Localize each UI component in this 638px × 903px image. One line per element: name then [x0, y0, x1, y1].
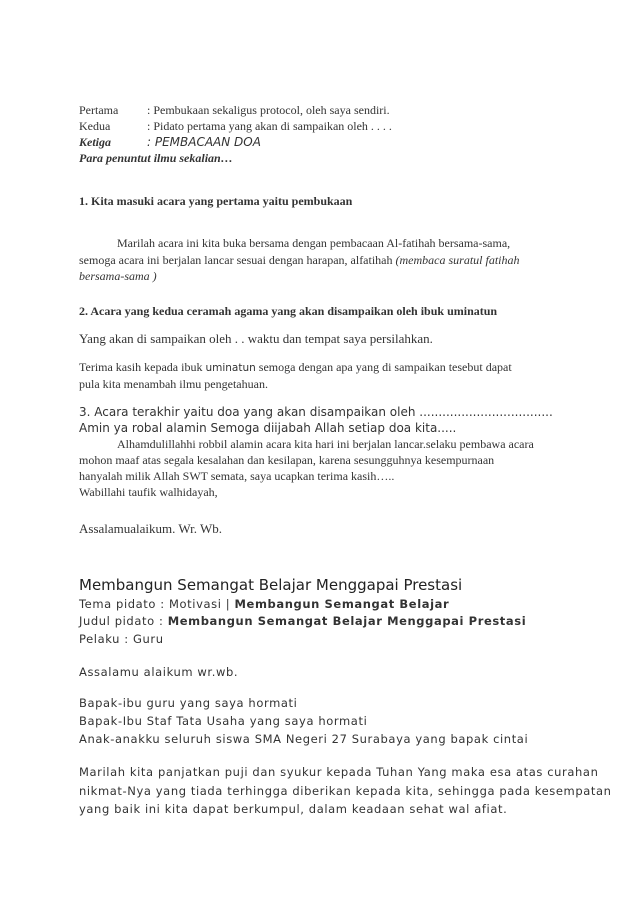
speech-theme — [79, 597, 449, 611]
section1-heading: 1. Kita masuki acara yang pertama yaitu pembukaan — [79, 194, 353, 208]
section1-para-line1: Marilah acara ini kita buka bersama dengan pembacaan Al-fatihah bersama-sama, — [117, 236, 511, 250]
speech-address-1: Bapak-ibu guru yang saya hormati — [79, 696, 298, 710]
speech-judul — [79, 614, 526, 628]
speech-body-1: Marilah kita panjatkan puji dan syukur kepada Tuhan Yang maka esa atas curahan — [79, 765, 599, 779]
section2-para-line1: Yang akan di sampaikan oleh . . waktu dan tempat saya persilahkan. — [79, 331, 433, 346]
program-desc: : PEMBACAAN DOA — [147, 135, 261, 149]
section2-text-name: uminatun — [205, 362, 256, 374]
program-item-2 — [79, 119, 392, 134]
section3-line4: hanyalah milik Allah SWT semata, saya ucapkan terima kasih….. — [79, 469, 395, 483]
section2-para-line2 — [79, 360, 512, 375]
section2-text-c: semoga dengan apa yang di sampaikan tesebut dapat — [255, 360, 512, 374]
section3-line2: Alhamdulillahhi robbil alamin acara kita hari ini berjalan lancar.selaku pembawa acara — [117, 437, 534, 451]
section1-para-line3: bersama-sama ) — [79, 269, 157, 283]
program-label: Ketiga — [79, 135, 111, 149]
program-item-3 — [79, 135, 261, 150]
program-desc: : Pembukaan sekaligus protocol, oleh saya sendiri. — [147, 103, 390, 117]
speech-greeting: Assalamu alaikum wr.wb. — [79, 665, 239, 679]
program-desc: : Pidato pertama yang akan di sampaikan oleh . . . . — [147, 119, 392, 133]
theme-label: Tema pidato : Motivasi | — [79, 597, 235, 611]
section2-heading: 2. Acara yang kedua ceramah agama yang akan disampaikan oleh ibuk uminatun — [79, 304, 498, 318]
speech-body-2: nikmat-Nya yang tiada terhingga diberikan kepada kita, sehingga pada kesempatan — [79, 784, 612, 798]
judul-label: Judul pidato : — [79, 614, 168, 628]
section3-line5: Wabillahi taufik walhidayah, — [79, 485, 218, 499]
audience-line: Para penuntut ilmu sekalian… — [79, 151, 233, 165]
theme-value: Membangun Semangat Belajar — [234, 597, 450, 611]
speech-body-3: yang baik ini kita dapat berkumpul, dalam keadaan sehat wal afiat. — [79, 802, 508, 816]
section2-text-a: Terima kasih kepada ibuk — [79, 360, 206, 374]
section1-para-line2 — [79, 253, 520, 268]
program-item-1 — [79, 103, 390, 118]
program-label: Pertama — [79, 103, 119, 117]
speech-pelaku: Pelaku : Guru — [79, 632, 164, 646]
speech-address-2: Bapak-Ibu Staf Tata Usaha yang saya hormati — [79, 714, 368, 728]
section2-para-line3: pula kita menambah ilmu pengetahuan. — [79, 377, 268, 391]
section3-heading: 3. Acara terakhir yaitu doa yang akan disampaikan oleh ................................... — [79, 405, 553, 419]
speech-title: Membangun Semangat Belajar Menggapai Prestasi — [79, 576, 463, 594]
section1-para-italic: (membaca suratul fatihah — [395, 253, 520, 267]
program-label: Kedua — [79, 119, 111, 133]
speech-address-3: Anak-anakku seluruh siswa SMA Negeri 27 Surabaya yang bapak cintai — [79, 732, 529, 746]
section3-line3: mohon maaf atas segala kesalahan dan kesilapan, karena sesungguhnya kesempurnaan — [79, 453, 495, 467]
section1-para-text: semoga acara ini berjalan lancar sesuai dengan harapan, alfatihah — [79, 253, 396, 267]
judul-value: Membangun Semangat Belajar Menggapai Prestasi — [167, 614, 527, 628]
section3-line1: Amin ya robal alamin Semoga diijabah Allah setiap doa kita..... — [79, 421, 457, 435]
closing-greeting: Assalamualaikum. Wr. Wb. — [79, 521, 223, 536]
